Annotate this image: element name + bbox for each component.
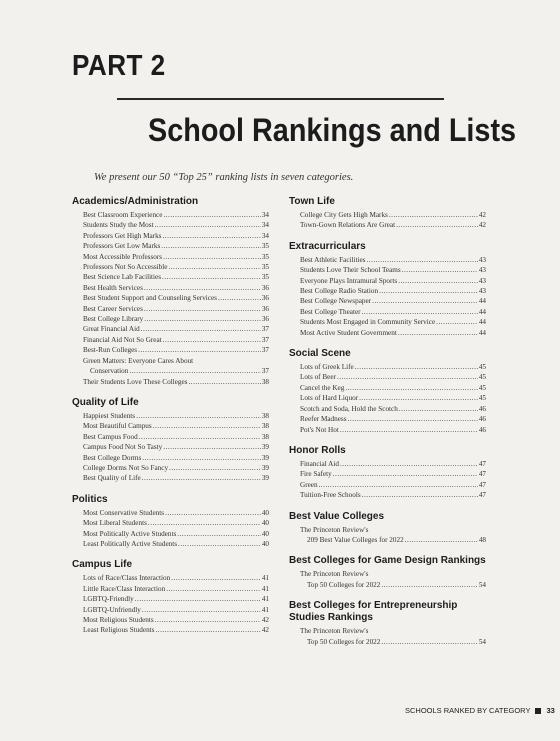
entry-page-number: 41 xyxy=(261,605,269,614)
toc-section xyxy=(72,196,269,387)
toc-entry[interactable] xyxy=(289,286,486,296)
entry-page-number: 42 xyxy=(478,211,486,219)
section-heading: Campus Life xyxy=(72,559,133,571)
entry-page-number: 44 xyxy=(478,297,486,306)
entry-label: Most Conservative Students xyxy=(83,508,165,517)
dot-leader xyxy=(348,414,478,424)
dot-leader xyxy=(138,345,261,355)
entry-page-number: 48 xyxy=(478,535,486,544)
toc-entry[interactable] xyxy=(289,480,486,490)
entry-page-number: 43 xyxy=(478,266,486,275)
dot-leader xyxy=(141,324,261,334)
entry-page-number: 45 xyxy=(478,394,486,403)
entry-list xyxy=(72,210,269,387)
entry-page-number: 38 xyxy=(261,377,269,386)
entry-label: Fire Safety xyxy=(300,470,332,479)
section-heading: Extracurriculars xyxy=(289,240,366,252)
toc-entry[interactable] xyxy=(72,442,269,452)
toc-entry[interactable] xyxy=(72,262,269,272)
toc-entry[interactable] xyxy=(72,411,269,421)
entry-label: Lots of Beer xyxy=(300,373,336,382)
section-heading: Social Scene xyxy=(289,348,351,360)
dot-leader xyxy=(144,314,261,324)
entry-page-number: 46 xyxy=(478,415,486,424)
toc-section xyxy=(289,241,486,338)
page-footer xyxy=(405,706,555,715)
toc-entry[interactable] xyxy=(289,362,486,372)
dot-leader xyxy=(359,393,478,403)
toc-entry[interactable] xyxy=(72,272,269,282)
toc-entry[interactable] xyxy=(289,383,486,393)
toc-entry[interactable] xyxy=(72,356,269,366)
dot-leader xyxy=(163,335,261,345)
entry-page-number: 41 xyxy=(261,595,269,604)
dot-leader xyxy=(398,276,478,286)
entry-page-number: 37 xyxy=(261,335,269,344)
dot-leader xyxy=(148,518,261,528)
toc-entry[interactable] xyxy=(289,569,486,579)
entry-page-number: 40 xyxy=(261,508,269,517)
toc-entry[interactable] xyxy=(289,525,486,535)
entry-page-number: 54 xyxy=(478,637,486,646)
entry-page-number: 40 xyxy=(261,519,269,528)
toc-entry[interactable] xyxy=(72,615,269,625)
section-heading: Politics xyxy=(72,493,108,505)
dot-leader xyxy=(333,469,478,479)
dot-leader xyxy=(405,535,478,545)
entry-label: Students Love Their School Teams xyxy=(300,266,401,275)
page-number: 33 xyxy=(546,706,555,715)
toc-entry[interactable] xyxy=(72,366,269,376)
entry-page-number: 39 xyxy=(261,443,269,452)
entry-page-number: 37 xyxy=(261,367,269,376)
dot-leader xyxy=(399,404,478,414)
entry-label: Best College Newspaper xyxy=(300,297,372,306)
toc-section xyxy=(72,397,269,484)
dot-leader xyxy=(337,372,478,382)
entry-label: Lots of Greek Life xyxy=(300,363,354,372)
toc-entry[interactable] xyxy=(289,535,486,545)
toc-entry[interactable] xyxy=(72,518,269,528)
dot-leader xyxy=(163,442,261,452)
dot-leader xyxy=(142,473,261,483)
entry-page-number: 36 xyxy=(261,304,269,313)
entry-label: Little Race/Class Interaction xyxy=(83,584,166,593)
dot-leader xyxy=(168,262,260,272)
entry-page-number: 36 xyxy=(261,315,269,324)
dot-leader xyxy=(155,220,261,230)
toc-entry[interactable] xyxy=(72,539,269,549)
toc-entry[interactable] xyxy=(72,314,269,324)
entry-label: Best Campus Food xyxy=(83,432,138,441)
entry-page-number: 39 xyxy=(261,474,269,483)
section-heading: Best Colleges for Game Design Rankings xyxy=(289,555,486,567)
toc-entry[interactable] xyxy=(289,459,486,469)
entry-page-number: 43 xyxy=(478,255,486,264)
dot-leader xyxy=(153,421,261,431)
entry-list xyxy=(289,569,486,590)
entry-label: Best Science Lab Facilities xyxy=(83,273,162,282)
entry-page-number: 42 xyxy=(478,221,486,230)
entry-page-number: 45 xyxy=(478,373,486,382)
entry-label: Most Accessible Professors xyxy=(83,252,163,261)
entry-label: Professors Not So Accessible xyxy=(83,263,168,272)
toc-entry[interactable] xyxy=(289,626,486,636)
entry-page-number: 44 xyxy=(478,318,486,327)
toc-entry[interactable] xyxy=(72,625,269,635)
entry-page-number: 44 xyxy=(478,328,486,337)
entry-page-number: 36 xyxy=(261,283,269,292)
toc-entry[interactable] xyxy=(289,265,486,275)
entry-label: Top 50 Colleges for 2022 xyxy=(307,580,381,589)
entry-label: Their Students Love These Colleges xyxy=(83,377,188,386)
entry-page-number: 38 xyxy=(261,432,269,441)
entry-page-number: 35 xyxy=(261,273,269,282)
entry-label: Least Religious Students xyxy=(83,626,155,635)
entry-page-number: 43 xyxy=(478,276,486,285)
toc-entry[interactable] xyxy=(72,605,269,615)
entry-label: Best College Dorms xyxy=(83,453,142,462)
toc-entry[interactable] xyxy=(72,508,269,518)
entry-page-number: 35 xyxy=(261,263,269,272)
page-title: School Rankings and Lists xyxy=(148,112,517,148)
entry-page-number: 47 xyxy=(478,459,486,468)
entry-label: Cancel the Keg xyxy=(300,383,345,392)
toc-section xyxy=(289,445,486,501)
toc-entry[interactable] xyxy=(72,335,269,345)
entry-label: Professors Get Low Marks xyxy=(83,242,161,251)
toc-entry[interactable] xyxy=(72,473,269,483)
section-heading: Town Life xyxy=(289,196,335,207)
entry-label: Scotch and Soda, Hold the Scotch xyxy=(300,404,398,413)
entry-label: Students Study the Most xyxy=(83,221,154,230)
entry-label: Financial Aid Not So Great xyxy=(83,335,162,344)
entry-page-number: 34 xyxy=(261,231,269,240)
toc-entry[interactable] xyxy=(289,425,486,435)
dot-leader xyxy=(177,529,261,539)
entry-page-number: 35 xyxy=(261,252,269,261)
entry-label: College Dorms Not So Fancy xyxy=(83,463,169,472)
entry-label: Happiest Students xyxy=(83,411,136,420)
dot-leader xyxy=(136,411,261,421)
entry-label: Financial Aid xyxy=(300,459,339,468)
toc-entry[interactable] xyxy=(72,252,269,262)
dot-leader xyxy=(345,383,478,393)
entry-label: Best Classroom Experience xyxy=(83,211,163,219)
toc-section xyxy=(289,555,486,590)
dot-leader xyxy=(155,615,261,625)
toc-entry[interactable] xyxy=(72,377,269,387)
dot-leader xyxy=(142,453,261,463)
entry-page-number: 40 xyxy=(261,529,269,538)
toc-entry[interactable] xyxy=(72,594,269,604)
entry-page-number: 46 xyxy=(478,425,486,434)
entry-label: Green Matters: Everyone Cares About xyxy=(83,356,194,365)
footer-label: SCHOOLS RANKED BY CATEGORY xyxy=(405,706,531,715)
entry-list xyxy=(289,362,486,435)
entry-page-number: 37 xyxy=(261,346,269,355)
entry-page-number: 42 xyxy=(261,626,269,635)
entry-page-number: 34 xyxy=(261,221,269,230)
toc-entry[interactable] xyxy=(289,393,486,403)
entry-page-number: 43 xyxy=(478,287,486,296)
entry-list xyxy=(72,411,269,484)
entry-label: Green xyxy=(300,480,318,489)
dot-leader xyxy=(381,580,477,590)
entry-label: Lots of Race/Class Interaction xyxy=(83,574,171,583)
toc-section xyxy=(72,559,269,635)
entry-label: Best Health Services xyxy=(83,283,143,292)
dot-leader xyxy=(381,637,477,647)
dot-leader xyxy=(372,296,478,306)
entry-page-number: 39 xyxy=(261,463,269,472)
dot-leader xyxy=(355,362,478,372)
dot-leader xyxy=(162,231,260,241)
toc-entry[interactable] xyxy=(289,404,486,414)
toc-entry[interactable] xyxy=(72,231,269,241)
dot-leader xyxy=(165,508,261,518)
toc-section xyxy=(72,494,269,550)
entry-label: Best College Radio Station xyxy=(300,287,379,296)
dot-leader xyxy=(319,480,478,490)
dot-leader xyxy=(161,241,261,251)
entry-list xyxy=(289,626,486,647)
entry-label: Best-Run Colleges xyxy=(83,346,138,355)
toc-entry[interactable] xyxy=(289,276,486,286)
title-rule xyxy=(117,98,444,100)
section-heading: Academics/Administration xyxy=(72,196,199,207)
entry-list xyxy=(289,255,486,338)
toc-entry[interactable] xyxy=(289,490,486,500)
entry-label: Great Financial Aid xyxy=(83,325,140,334)
dot-leader xyxy=(362,307,478,317)
entry-label: Best Quality of Life xyxy=(83,474,141,483)
entry-label: Best Athletic Facilities xyxy=(300,255,366,264)
entry-label: Best College Theater xyxy=(300,307,361,316)
toc-entry[interactable] xyxy=(72,573,269,583)
entry-list xyxy=(289,459,486,501)
toc-entry[interactable] xyxy=(289,296,486,306)
dot-leader xyxy=(129,366,260,376)
section-heading: Best Value Colleges xyxy=(289,510,385,522)
toc-entry[interactable] xyxy=(72,241,269,251)
entry-label: The Princeton Review's xyxy=(300,627,369,636)
entry-label: Conservation xyxy=(90,367,129,376)
dot-leader xyxy=(144,304,261,314)
entry-page-number: 54 xyxy=(478,580,486,589)
entry-label: Least Politically Active Students xyxy=(83,539,178,548)
dot-leader xyxy=(188,377,260,387)
dot-leader xyxy=(178,539,261,549)
entry-label: LGBTQ-Friendly xyxy=(83,595,134,604)
toc-entry[interactable] xyxy=(289,637,486,647)
section-heading: Honor Rolls xyxy=(289,444,346,456)
toc-section xyxy=(289,348,486,435)
dot-leader xyxy=(436,317,478,327)
toc-entry[interactable] xyxy=(72,529,269,539)
toc-entry[interactable] xyxy=(72,584,269,594)
dot-leader xyxy=(166,584,261,594)
toc-entry[interactable] xyxy=(289,220,486,230)
dot-leader xyxy=(163,210,260,220)
section-heading: Quality of Life xyxy=(72,396,139,408)
toc-entry[interactable] xyxy=(72,463,269,473)
entry-label: LGBTQ-Unfriendly xyxy=(83,605,141,614)
dot-leader xyxy=(366,255,477,265)
toc-entry[interactable] xyxy=(289,317,486,327)
entry-page-number: 38 xyxy=(261,422,269,431)
entry-label: Professors Get High Marks xyxy=(83,231,162,240)
entry-page-number: 41 xyxy=(261,584,269,593)
toc-entry[interactable] xyxy=(289,372,486,382)
entry-page-number: 47 xyxy=(478,470,486,479)
entry-label: The Princeton Review's xyxy=(300,525,369,534)
entry-label: The Princeton Review's xyxy=(300,570,369,579)
dot-leader xyxy=(218,293,261,303)
square-bullet-icon xyxy=(535,708,541,714)
toc-section xyxy=(289,600,486,647)
toc-section xyxy=(289,196,486,231)
dot-leader xyxy=(398,328,478,338)
entry-page-number: 45 xyxy=(478,383,486,392)
intro-text: We present our 50 “Top 25” ranking lists in seven categories. xyxy=(94,172,354,183)
toc-entry[interactable] xyxy=(72,453,269,463)
entry-page-number: 34 xyxy=(261,211,269,219)
part-label: PART 2 xyxy=(72,50,166,82)
dot-leader xyxy=(163,252,261,262)
entry-page-number: 47 xyxy=(478,480,486,489)
entry-label: College City Gets High Marks xyxy=(300,211,388,219)
toc-entry[interactable] xyxy=(289,414,486,424)
entry-label: Best Student Support and Counseling Services xyxy=(83,294,217,303)
entry-label: Top 50 Colleges for 2022 xyxy=(307,637,381,646)
dot-leader xyxy=(162,272,261,282)
toc-section xyxy=(289,511,486,546)
dot-leader xyxy=(379,286,478,296)
entry-page-number: 47 xyxy=(478,491,486,500)
toc-entry[interactable] xyxy=(72,324,269,334)
entry-label: Most Liberal Students xyxy=(83,519,147,528)
entry-label: 209 Best Value Colleges for 2022 xyxy=(307,535,404,544)
entry-page-number: 39 xyxy=(261,453,269,462)
toc-entry[interactable] xyxy=(289,307,486,317)
toc-entry[interactable] xyxy=(72,293,269,303)
entry-page-number: 38 xyxy=(261,411,269,420)
toc-entry[interactable] xyxy=(72,220,269,230)
dot-leader xyxy=(144,283,261,293)
dot-leader xyxy=(362,490,478,500)
dot-leader xyxy=(142,605,261,615)
entry-page-number: 45 xyxy=(478,363,486,372)
toc-entry[interactable] xyxy=(72,432,269,442)
dot-leader xyxy=(171,573,261,583)
left-column xyxy=(72,196,269,646)
toc-entry[interactable] xyxy=(289,255,486,265)
entry-label: Best College Library xyxy=(83,315,144,324)
toc-entry[interactable] xyxy=(72,304,269,314)
toc-entry[interactable] xyxy=(289,469,486,479)
dot-leader xyxy=(139,432,261,442)
dot-leader xyxy=(155,625,260,635)
dot-leader xyxy=(340,459,478,469)
entry-label: Best Career Services xyxy=(83,304,143,313)
entry-page-number: 37 xyxy=(261,325,269,334)
entry-label: Most Politically Active Students xyxy=(83,529,177,538)
entry-label: Lots of Hard Liquor xyxy=(300,394,359,403)
entry-label: Town-Gown Relations Are Great xyxy=(300,221,396,230)
entry-label: Most Beautiful Campus xyxy=(83,422,152,431)
entry-page-number: 44 xyxy=(478,307,486,316)
dot-leader xyxy=(340,425,478,435)
toc-entry[interactable] xyxy=(72,421,269,431)
toc-entry[interactable] xyxy=(289,210,486,220)
entry-list xyxy=(72,573,269,635)
entry-page-number: 40 xyxy=(261,539,269,548)
entry-list xyxy=(289,525,486,546)
toc-entry[interactable] xyxy=(289,328,486,338)
dot-leader xyxy=(135,594,261,604)
dot-leader xyxy=(169,463,261,473)
entry-label: Everyone Plays Intramural Sports xyxy=(300,276,398,285)
toc-entry[interactable] xyxy=(289,580,486,590)
entry-label: Pot's Not Hot xyxy=(300,425,339,434)
section-heading: Best Colleges for Entrepreneurship Studies Rankings xyxy=(289,600,458,624)
entry-label: Reefer Madness xyxy=(300,415,347,424)
entry-page-number: 35 xyxy=(261,242,269,251)
entry-page-number: 41 xyxy=(261,574,269,583)
entry-label: Tuition-Free Schools xyxy=(300,491,361,500)
toc-entry[interactable] xyxy=(72,283,269,293)
toc-entry[interactable] xyxy=(72,210,269,220)
dot-leader xyxy=(402,265,478,275)
entry-label: Campus Food Not So Tasty xyxy=(83,443,163,452)
entry-page-number: 42 xyxy=(261,616,269,624)
entry-label: Most Active Student Government xyxy=(300,328,397,337)
entry-page-number: 46 xyxy=(478,404,486,413)
right-column xyxy=(289,196,486,657)
entry-label: Students Most Engaged in Community Service xyxy=(300,318,436,327)
dot-leader xyxy=(389,210,478,220)
entry-list xyxy=(289,210,486,231)
dot-leader xyxy=(396,220,478,230)
entry-page-number: 36 xyxy=(261,294,269,303)
entry-list xyxy=(72,508,269,550)
entry-label: Most Religious Students xyxy=(83,616,154,624)
toc-entry[interactable] xyxy=(72,345,269,355)
